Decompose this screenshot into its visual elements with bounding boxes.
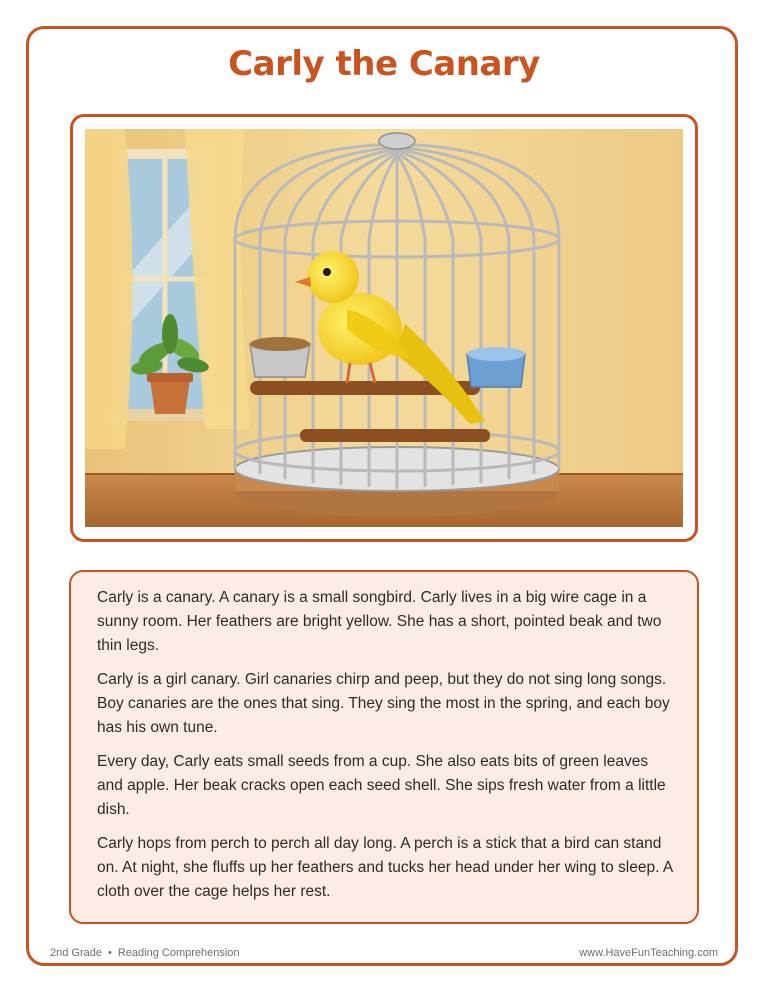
footer-subject: Reading Comprehension [117,947,240,959]
story-paragraph: Every day, Carly eats small seeds from a cup. She also eats bits of green leaves and apple. Her beak cracks open each seed shell. She sips fresh water from a little dish. [97,753,666,818]
footer-grade: 2nd Grade [50,947,102,959]
story-text-box [69,570,699,924]
story-paragraph: Carly hops from perch to perch all day long. A perch is a stick that a bird can stand on. At night, she fluffs up her feathers and tucks her head under her wing to sleep. A cloth over the cage helps her rest. [97,835,673,900]
footer-website: www.HaveFunTeaching.com [579,947,718,959]
story-paragraph: Carly is a canary. A canary is a small songbird. Carly lives in a big wire cage in a sunny room. Her feathers are bright yellow. She has a short, pointed beak and two thin legs. [97,589,662,654]
canary-cage-illustration [85,129,683,527]
seed-cup [250,337,310,377]
page-title: Carly the Canary [228,44,540,84]
bullet-separator: • [107,947,112,959]
story-paragraph: Carly is a girl canary. Girl canaries chirp and peep, but they do not sing long songs. Boy canaries are the ones that sing. They sing the most in the spring, and each boy has his own tune. [97,671,670,736]
illustration-frame [70,114,698,542]
water-dish [467,347,525,387]
footer-category [50,947,240,959]
